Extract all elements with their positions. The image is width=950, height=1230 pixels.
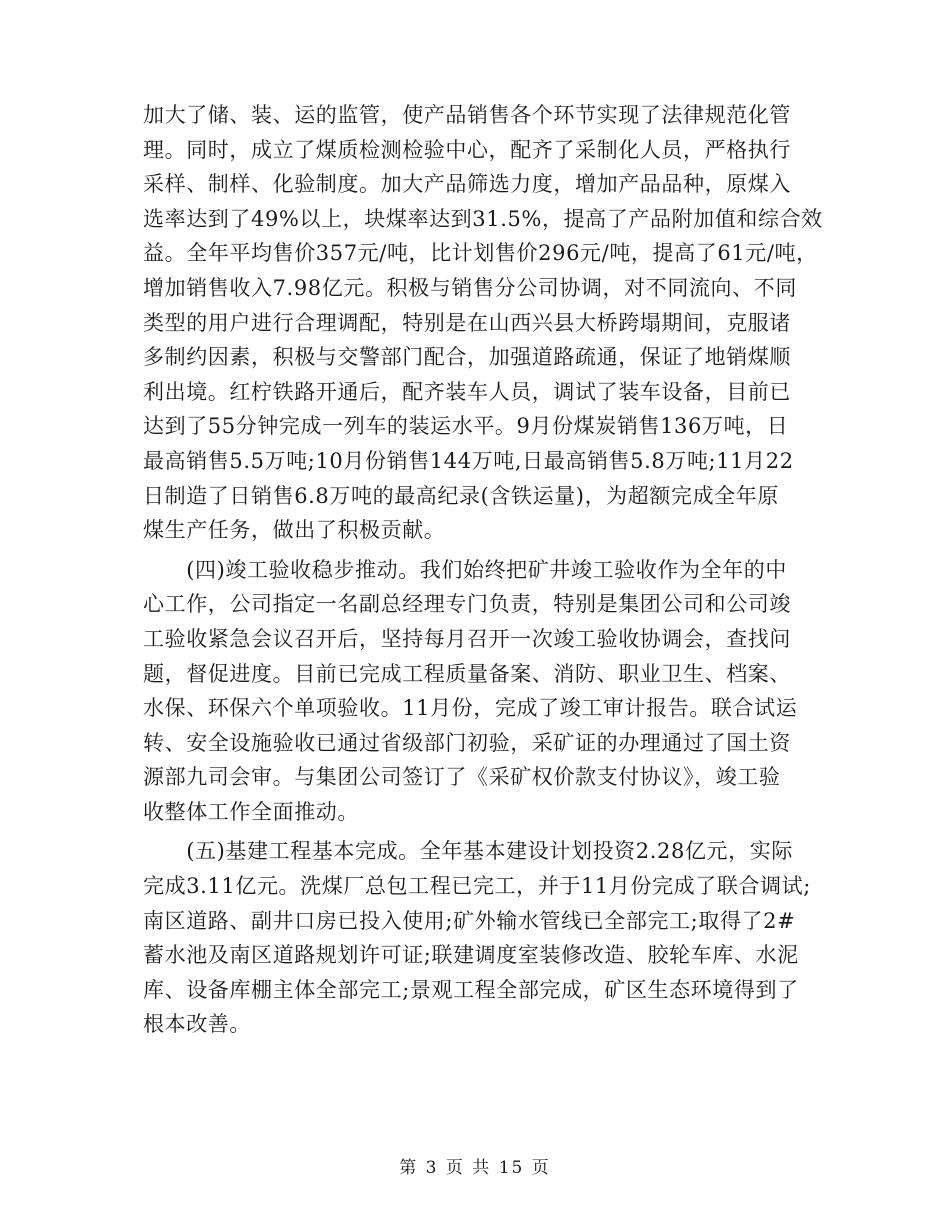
text-line: 煤生产任务，做出了积极贡献。 <box>143 518 446 543</box>
text-line: 类型的用户进行合理调配，特别是在山西兴县大桥跨塌期间，克服诸 <box>143 310 791 335</box>
text-line: 增加销售收入7.98亿元。积极与销售分公司协调，对不同流向、不同 <box>143 275 797 300</box>
text-line: 题，督促进度。目前已完成工程质量备案、消防、职业卫生、档案、 <box>143 661 791 686</box>
text-line: 心工作，公司指定一名副总经理专门负责，特别是集团公司和公司竣 <box>143 592 791 617</box>
text-line: 根本改善。 <box>143 1012 251 1037</box>
text-line: 南区道路、副井口房已投入使用;矿外输水管线已全部完工;取得了2# <box>143 908 796 933</box>
text-line: 库、设备库棚主体全部完工;景观工程全部完成，矿区生态环境得到了 <box>143 977 799 1002</box>
paragraph-infrastructure <box>143 834 823 1042</box>
text-line: 工验收紧急会议召开后，坚持每月召开一次竣工验收协调会，查找问 <box>143 626 791 651</box>
text-line: 理。同时，成立了煤质检测检验中心，配齐了采制化人员，严格执行 <box>143 137 791 162</box>
body-text <box>143 98 823 1042</box>
text-line: 转、安全设施验收已通过省级部门初验，采矿证的办理通过了国土资 <box>143 730 791 755</box>
text-line: 完成3.11亿元。洗煤厂总包工程已完工，并于11月份完成了联合调试; <box>143 874 811 899</box>
text-line: 采样、制样、化验制度。加大产品筛选力度，增加产品品种，原煤入 <box>143 172 791 197</box>
text-line: (五)基建工程基本完成。全年基本建设计划投资2.28亿元，实际 <box>143 839 793 864</box>
text-line: 源部九司会审。与集团公司签订了《采矿权价款支付协议》，竣工验 <box>143 765 781 790</box>
text-line: 日制造了日销售6.8万吨的最高纪录(含铁运量)，为超额完成全年原 <box>143 483 779 508</box>
text-line: 益。全年平均售价357元/吨，比计划售价296元/吨，提高了61元/吨， <box>143 241 818 266</box>
text-line: 利出境。红柠铁路开通后，配齐装车人员，调试了装车设备，目前已 <box>143 379 791 404</box>
paragraph-completion-acceptance <box>143 553 823 830</box>
text-line: 多制约因素，积极与交警部门配合，加强道路疏通，保证了地销煤顺 <box>143 345 791 370</box>
text-line: 蓄水池及南区道路规划许可证;联建调度室装修改造、胶轮车库、水泥 <box>143 943 799 968</box>
text-line: 选率达到了49%以上，块煤率达到31.5%，提高了产品附加值和综合效 <box>143 206 823 231</box>
text-line: 加大了储、装、运的监管，使产品销售各个环节实现了法律规范化管 <box>143 103 791 127</box>
text-line: 水保、环保六个单项验收。11月份，完成了竣工审计报告。联合试运 <box>143 696 798 721</box>
page-number-footer: 第 3 页 共 15 页 <box>399 1158 551 1178</box>
text-line: 达到了55分钟完成一列车的装运水平。9月份煤炭销售136万吨，日 <box>143 414 789 439</box>
paragraph-sales <box>143 98 823 548</box>
text-line: (四)竣工验收稳步推动。我们始终把矿井竣工验收作为全年的中 <box>143 557 787 582</box>
text-line: 最高销售5.5万吨;10月份销售144万吨,日最高销售5.8万吨;11月22 <box>143 448 794 473</box>
text-line: 收整体工作全面推动。 <box>143 799 359 824</box>
